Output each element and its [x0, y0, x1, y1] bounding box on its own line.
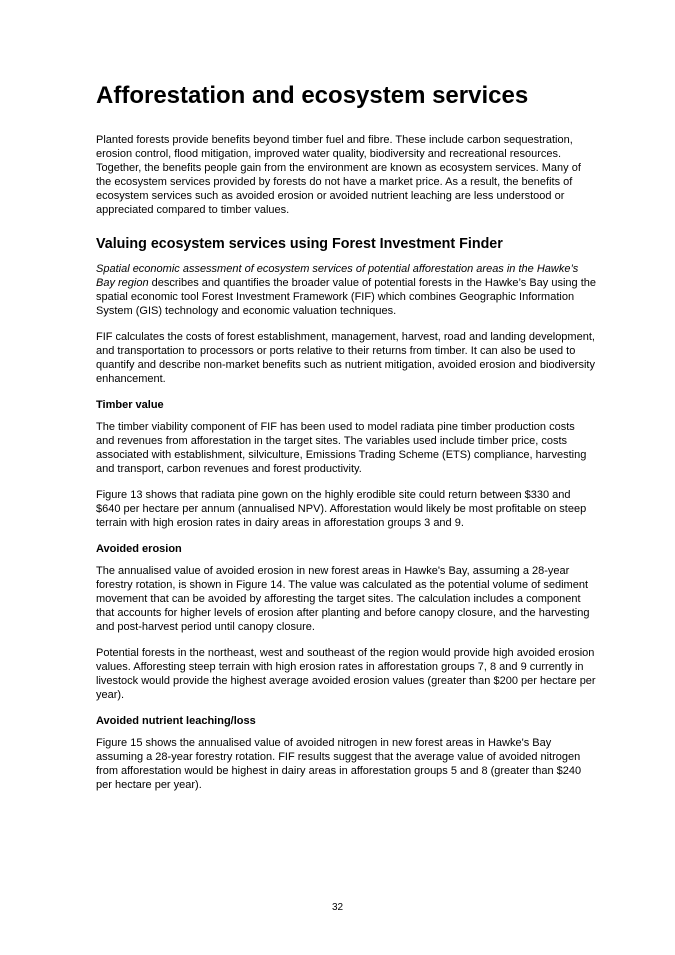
erosion-paragraph-1: The annualised value of avoided erosion in new forest areas in Hawke's Bay, assuming a 28-year forestry rotation, is shown in Figure 14. The value was calculated as the potential volume of sediment movement that can be avoided by afforesting the target sites. The calculation includes a component that accounts for higher levels of erosion after planting and before canopy closure, and the harvesting and post-harvest period until canopy closure.: [96, 565, 590, 633]
page-title: Afforestation and ecosystem services: [96, 82, 529, 109]
report-title-italic: Spatial economic assessment of ecosystem services of potential afforestation areas in the Hawke’s Bay region: [96, 263, 579, 289]
lead-paragraph-text: describes and quantifies the broader value of potential forests in the Hawke’s Bay using the spatial economic tool Forest Investment Framework (FIF) which combines Geographic Information System (GIS) technology and economic valuation techniques.: [96, 277, 596, 317]
timber-value-heading: Timber value: [96, 399, 164, 411]
avoided-erosion-heading: Avoided erosion: [96, 543, 182, 555]
fif-paragraph: FIF calculates the costs of forest establishment, management, harvest, road and landing development, and transportation to processors or ports relative to their returns from timber. It can also be used to quantify and describe non-market benefits such as nutrient mitigation, avoided erosion and biodiversity enhancement.: [96, 331, 595, 385]
nutrient-leaching-heading: Avoided nutrient leaching/loss: [96, 715, 256, 727]
timber-paragraph-2: Figure 13 shows that radiata pine gown on the highly erodible site could return between $330 and $640 per hectare per annum (annualised NPV). Afforestation would likely be most profitable on steep terrain with high erosion rates in dairy areas in afforestation groups 3 and 9.: [96, 489, 587, 529]
section-heading: Valuing ecosystem services using Forest Investment Finder: [96, 236, 503, 252]
lead-paragraph: [96, 262, 596, 318]
erosion-paragraph-2: Potential forests in the northeast, west and southeast of the region would provide high avoided erosion values. Afforesting steep terrain with high erosion rates in afforestation groups 7, 8 and 9 currently in livestock would provide the highest average avoided erosion values (greater than $200 per hectare per year).: [96, 647, 596, 701]
timber-paragraph-1: The timber viability component of FIF has been used to model radiata pine timber production costs and revenues from afforestation in the target sites. The variables used include timber price, costs associated with establishment, silviculture, Emissions Trading Scheme (ETS) compliance, harvesting and transport, carbon revenues and forest productivity.: [96, 421, 587, 475]
nutrient-paragraph-1: Figure 15 shows the annualised value of avoided nitrogen in new forest areas in Hawke's Bay assuming a 28-year forestry rotation. FIF results suggest that the average value of avoided nitrogen from afforestation would be highest in dairy areas in afforestation groups 5 and 8 (greater than $240 per hectare per year).: [96, 737, 582, 791]
intro-paragraph: Planted forests provide benefits beyond timber fuel and fibre. These include carbon sequestration, erosion control, flood mitigation, improved water quality, biodiversity and recreational resources. Together, the benefits people gain from the environment are known as ecosystem services. Many of the ecosystem services provided by forests do not have a market price. As a result, the benefits of ecosystem services such as avoided erosion or avoided nutrient leaching are less understood or appreciated compared to timber values.: [96, 134, 581, 216]
page-content: [96, 80, 596, 804]
page-number: 32: [331, 902, 344, 913]
